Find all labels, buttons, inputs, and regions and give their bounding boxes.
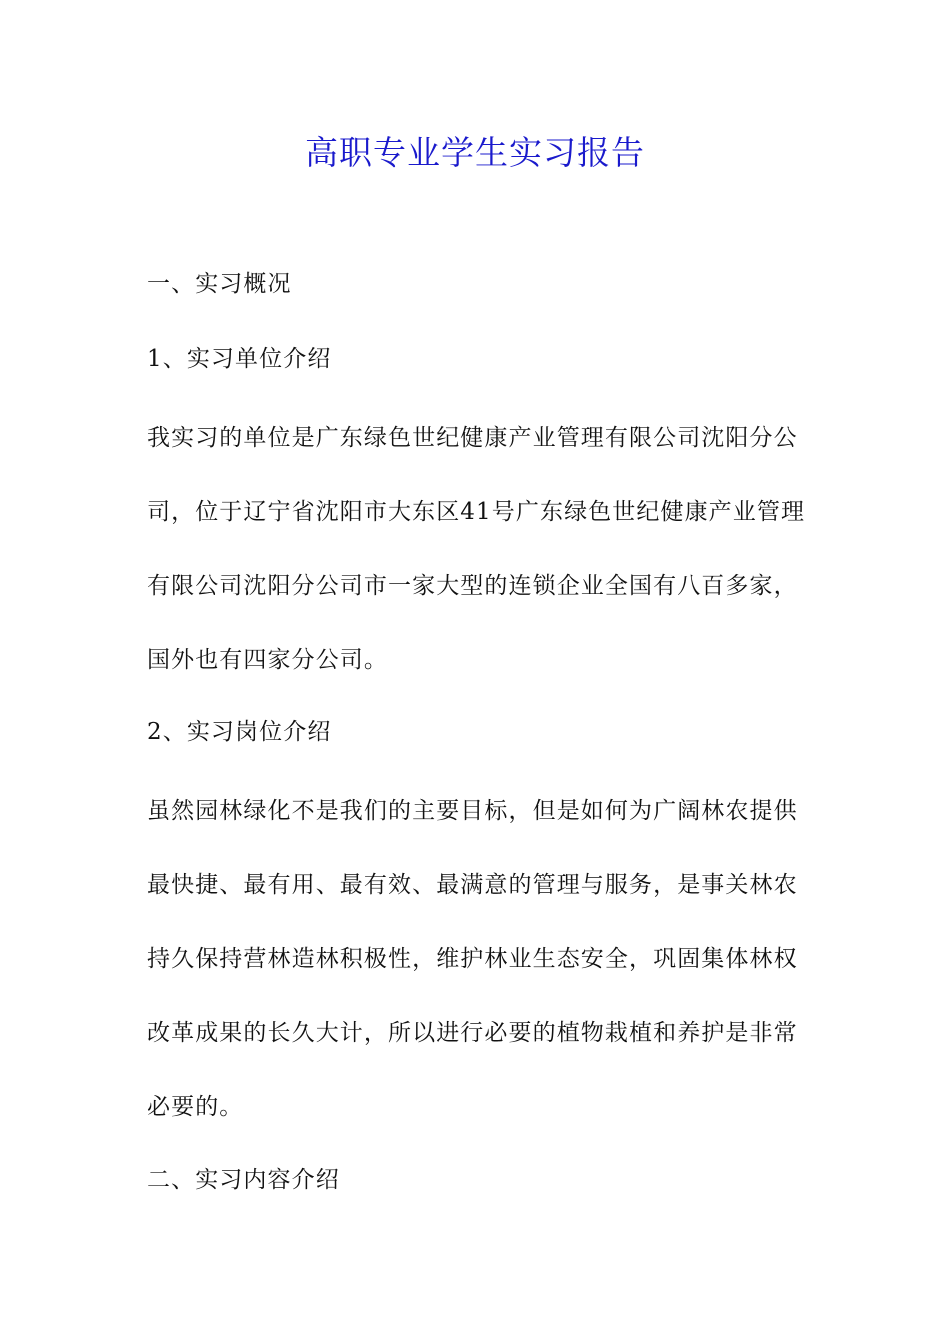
section-heading-content-intro: 二、实习内容介绍 [147, 1167, 340, 1193]
paragraph-line: 我实习的单位是广东绿色世纪健康产业管理有限公司沈阳分公 [147, 425, 798, 451]
paragraph-line: 虽然园林绿化不是我们的主要目标，但是如何为广阔林农提供 [147, 798, 798, 824]
paragraph-line: 有限公司沈阳分公司市一家大型的连锁企业全国有八百多家， [147, 573, 798, 599]
subsection-heading-unit-intro: 1、实习单位介绍 [147, 346, 332, 372]
paragraph-unit-intro [147, 401, 807, 697]
section-heading-overview: 一、实习概况 [147, 271, 292, 297]
paragraph-line: 国外也有四家分公司。 [147, 647, 388, 673]
paragraph-position-intro [147, 774, 807, 1144]
paragraph-line: 改革成果的长久大计，所以进行必要的植物栽植和养护是非常 [147, 1020, 798, 1046]
subsection-heading-position-intro: 2、实习岗位介绍 [147, 719, 332, 745]
paragraph-line: 司，位于辽宁省沈阳市大东区41号广东绿色世纪健康产业管理 [147, 499, 806, 525]
paragraph-line: 必要的。 [147, 1094, 244, 1120]
document-title: 高职专业学生实习报告 [305, 133, 645, 172]
paragraph-line: 最快捷、最有用、最有效、最满意的管理与服务，是事关林农 [147, 872, 798, 898]
paragraph-line: 持久保持营林造林积极性，维护林业生态安全，巩固集体林权 [147, 946, 798, 972]
